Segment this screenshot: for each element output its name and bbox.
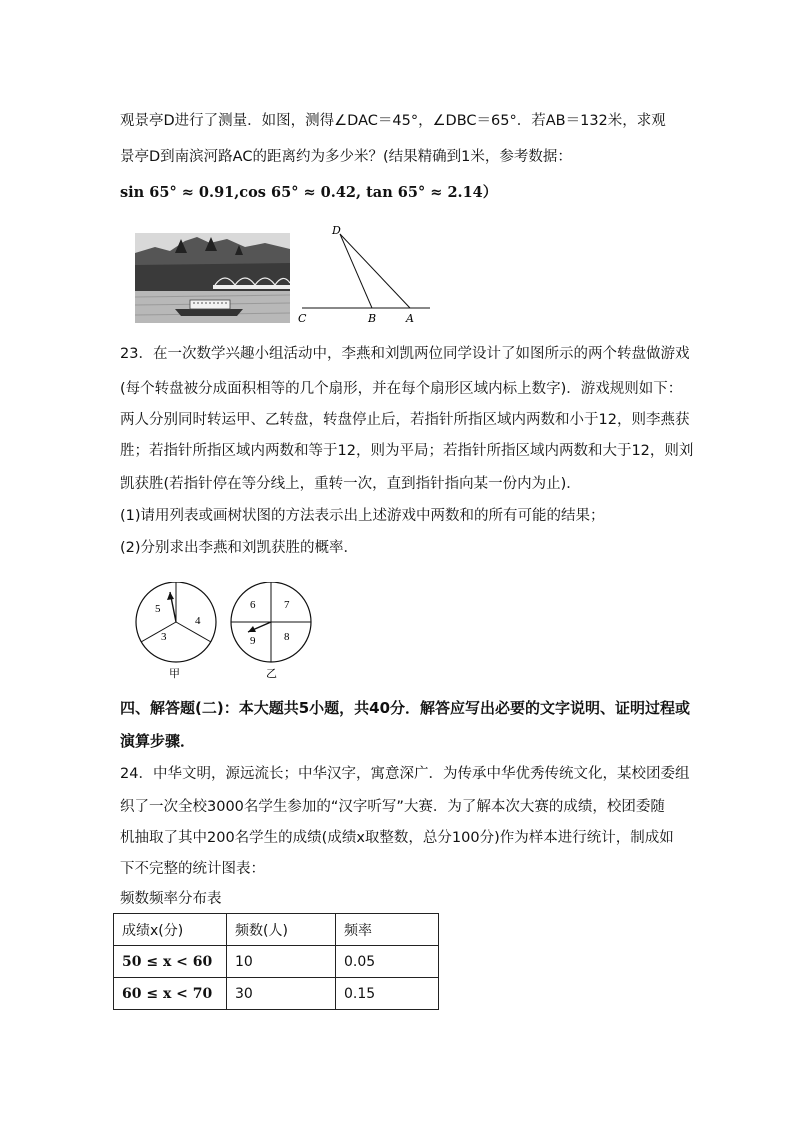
spinner-yi-number: 7 <box>284 599 290 611</box>
segment-da <box>340 234 410 308</box>
table-header: 频数(人) <box>227 914 336 946</box>
river-scene-photo <box>135 233 290 323</box>
segment-db <box>340 234 372 308</box>
q23-part-2: (2)分别求出李燕和刘凯获胜的概率． <box>120 540 359 556</box>
table-cell: 10 <box>227 946 336 978</box>
spinner-jia-divider <box>176 622 211 642</box>
q22-reference-data: sin 65° ≈ 0.91,cos 65° ≈ 0.42, tan 65° ≈ 2.14） <box>120 184 498 201</box>
spinner-yi-label: 乙 <box>266 667 277 680</box>
table-header-row <box>114 914 439 946</box>
label-d: D <box>332 224 341 237</box>
q22-text-line-1: 观景亭D进行了测量．如图，测得∠DAC＝45°，∠DBC＝65°．若AB＝132米，求观 <box>120 113 666 129</box>
q23-part-1: (1)请用列表或画树状图的方法表示出上述游戏中两数和的所有可能的结果； <box>120 508 605 524</box>
section-heading: 四、解答题(二)：本大题共5小题，共40分．解答应写出必要的文字说明、证明过程或 <box>120 699 691 717</box>
q24-line-4: 下不完整的统计图表： <box>120 861 265 877</box>
spinner-jia <box>133 582 223 682</box>
table-cell: 0.05 <box>336 946 439 978</box>
q24-line-1: 24．中华文明，源远流长；中华汉字，寓意深广．为传承中华优秀传统文化，某校团委组 <box>120 766 690 782</box>
table-row <box>114 946 439 978</box>
spinner-yi <box>228 582 318 682</box>
spinner-jia-label: 甲 <box>169 667 180 680</box>
spinner-yi-number: 9 <box>250 635 256 647</box>
geometry-figure <box>290 222 440 327</box>
spinner-jia-number: 3 <box>161 631 167 643</box>
spinner-jia-number: 5 <box>155 603 161 615</box>
q23-line-1: 23．在一次数学兴趣小组活动中，李燕和刘凯两位同学设计了如图所示的两个转盘做游戏 <box>120 346 690 362</box>
spinner-jia-number: 4 <box>195 615 201 627</box>
label-b: B <box>368 312 377 325</box>
table-title: 频数频率分布表 <box>120 891 222 907</box>
q23-line-3: 两人分别同时转运甲、乙转盘，转盘停止后，若指针所指区域内两数和小于12，则李燕获 <box>120 412 690 428</box>
table-row <box>114 978 439 1010</box>
label-a: A <box>406 312 414 325</box>
q23-line-2: (每个转盘被分成面积相等的几个扇形，并在每个扇形区域内标上数字)．游戏规则如下： <box>120 381 683 397</box>
table-cell: 60 ≤ x < 70 <box>114 978 227 1010</box>
spinner-yi-number: 6 <box>250 599 256 611</box>
table-header: 频率 <box>336 914 439 946</box>
section-heading-cont: 演算步骤． <box>120 732 196 750</box>
table-cell: 50 ≤ x < 60 <box>114 946 227 978</box>
spinner-jia-divider <box>141 622 176 642</box>
table-header: 成绩x(分) <box>114 914 227 946</box>
q23-line-4: 胜；若指针所指区域内两数和等于12，则为平局；若指针所指区域内两数和大于12，则刘 <box>120 443 694 459</box>
q22-text-line-2: 景亭D到南滨河路AC的距离约为多少米？(结果精确到1米，参考数据： <box>120 149 572 165</box>
table-cell: 30 <box>227 978 336 1010</box>
frequency-table <box>113 913 439 1010</box>
label-c: C <box>298 312 307 325</box>
q24-line-2: 织了一次全校3000名学生参加的“汉字听写”大赛．为了解本次大赛的成绩，校团委随 <box>120 799 665 815</box>
q24-line-3: 机抽取了其中200名学生的成绩(成绩x取整数，总分100分)作为样本进行统计，制成如 <box>120 830 674 846</box>
spinner-yi-number: 8 <box>284 631 290 643</box>
q23-line-5: 凯获胜(若指针停在等分线上，重转一次，直到指针指向某一份内为止)． <box>120 476 581 492</box>
table-cell: 0.15 <box>336 978 439 1010</box>
spinner-jia-pointer-head <box>167 592 174 600</box>
